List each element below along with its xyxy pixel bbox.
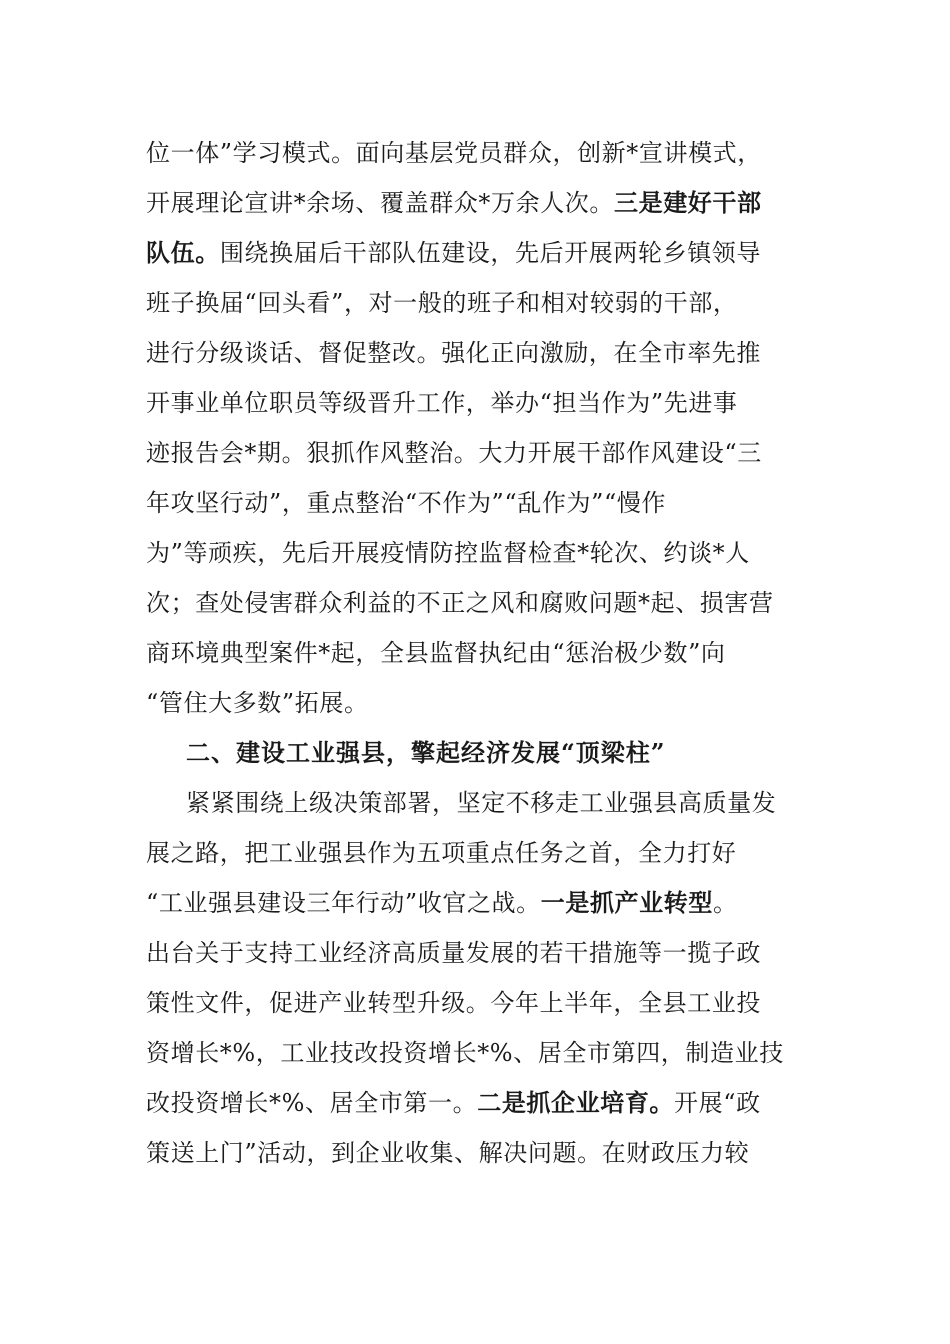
text-line: 资增长*%，工业技改投资增长*%、居全市第四，制造业技	[146, 1039, 784, 1067]
text-run: “工业强县建设三年行动”收官之战。	[146, 889, 541, 917]
text-line	[146, 228, 806, 278]
bold-lead-phrase: 一是抓产业转型	[540, 888, 713, 917]
text-line: 策送上门”活动，到企业收集、解决问题。在财政压力较	[146, 1139, 750, 1167]
text-line: 展之路，把工业强县作为五项重点任务之首，全力打好	[146, 839, 737, 867]
text-line: 班子换届“回头看”，对一般的班子和相对较弱的干部，	[146, 289, 738, 317]
text-line: 次；查处侵害群众利益的不正之风和腐败问题*起、损害营	[146, 589, 774, 617]
document-page	[146, 128, 806, 1178]
paragraph-cadre	[146, 128, 806, 728]
paragraph-industry	[146, 778, 806, 1178]
text-line: 迹报告会*期。狠抓作风整治。大力开展干部作风建设“三	[146, 439, 762, 467]
text-line: 进行分级谈话、督促整改。强化正向激励，在全市率先推	[146, 339, 761, 367]
text-run: 开展“政	[674, 1089, 761, 1117]
text-line: 年攻坚行动”，重点整治“不作为”“乱作为”“慢作	[146, 489, 667, 517]
text-line	[146, 178, 806, 228]
text-run: 。	[712, 889, 738, 917]
bold-lead-phrase: 二是抓企业培育。	[477, 1088, 675, 1117]
text-line: 开事业单位职员等级晋升工作，举办“担当作为”先进事	[146, 389, 738, 417]
text-line: 位一体”学习模式。面向基层党员群众，创新*宣讲模式，	[146, 139, 762, 167]
text-line	[146, 878, 806, 928]
text-line: 为”等顽疾，先后开展疫情防控监督检查*轮次、约谈*人	[146, 539, 750, 567]
text-line: 策性文件，促进产业转型升级。今年上半年，全县工业投	[146, 989, 761, 1017]
text-run: 开展理论宣讲*余场、覆盖群众*万余人次。	[146, 189, 614, 217]
text-run: 改投资增长*%、居全市第一。	[146, 1089, 478, 1117]
section-heading: 二、建设工业强县，擎起经济发展“顶梁柱”	[186, 738, 666, 767]
bold-lead-phrase: 三是建好干部	[614, 188, 762, 217]
bold-lead-phrase: 队伍。	[146, 238, 220, 267]
text-line	[146, 1078, 806, 1128]
text-run: 围绕换届后干部队伍建设，先后开展两轮乡镇领导	[219, 239, 762, 267]
text-line: 出台关于支持工业经济高质量发展的若干措施等一揽子政	[146, 939, 761, 967]
text-line: “管住大多数”拓展。	[146, 689, 369, 717]
text-line: 紧紧围绕上级决策部署，坚定不移走工业强县高质量发	[186, 789, 777, 817]
text-line: 商环境典型案件*起，全县监督执纪由“惩治极少数”向	[146, 639, 726, 667]
